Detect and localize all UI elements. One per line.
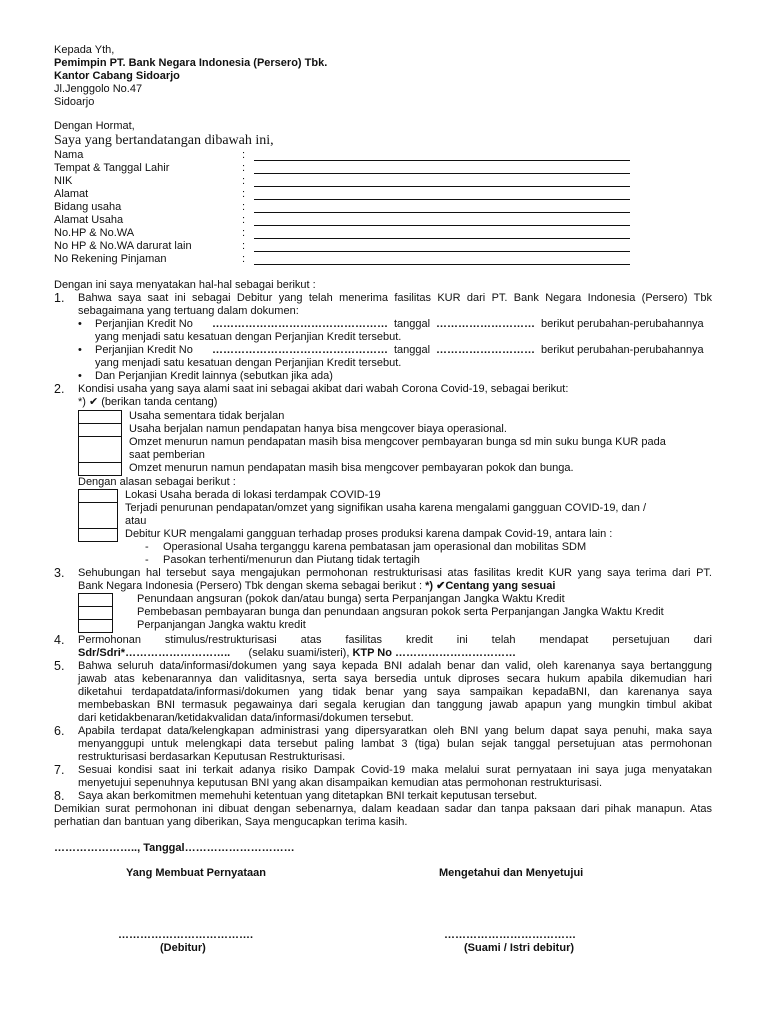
signer-right-role: (Suami / Istri debitur) xyxy=(464,942,575,954)
condition-checkbox[interactable] xyxy=(78,436,122,463)
b3-text: Dan Perjanjian Kredit lainnya (sebutkan jika ada) xyxy=(95,370,333,382)
address-street: Jl.Jenggolo No.47 xyxy=(54,83,143,95)
field-label: Alamat Usaha xyxy=(54,214,124,226)
reason-checkbox[interactable] xyxy=(78,489,118,503)
field-label: NIK xyxy=(54,175,73,187)
item-number: 2. xyxy=(54,382,65,396)
scheme-option: Perpanjangan Jangka waktu kredit xyxy=(137,619,306,631)
condition-option: Omzet menurun namun pendapatan masih bisa mengcover pembayaran pokok dan bunga. xyxy=(129,462,574,474)
item5-line: dari ketidakbenaran/ketidakvalidan data/informasi/dokumen tersebut. xyxy=(78,712,414,724)
item3-line2 xyxy=(78,580,555,593)
field-colon: : xyxy=(242,188,246,200)
greeting: Dengan Hormat, xyxy=(54,120,135,132)
scheme-checkbox[interactable] xyxy=(78,593,113,607)
item4-line1: Permohonan stimulus/restrukturisasi atas fasilitas kredit ini telah mendapat persetujuan dari xyxy=(78,634,712,646)
field-colon: : xyxy=(242,149,246,161)
item3-check-hint: *) ✔Centang yang sesuai xyxy=(425,580,556,592)
signer-left-title: Yang Membuat Pernyataan xyxy=(126,867,266,879)
signer-right-title: Mengetahui dan Menyetujui xyxy=(439,867,584,879)
condition-checkbox[interactable] xyxy=(78,423,122,437)
item6-line: menyanggupi untuk melengkapi data tersebut paling lambat 3 (tiga) bulan sejak tanggal persetujuan atas permohonan xyxy=(78,738,712,750)
field-colon: : xyxy=(242,201,246,213)
b2-dots: ………………………………………… xyxy=(212,344,388,356)
item6-line: restrukturisasi berdasarkan Keputusan Restrukturisasi. xyxy=(78,751,346,763)
signature-left-line: ………………………………. xyxy=(118,929,254,941)
field-label: No Rekening Pinjaman xyxy=(54,253,167,265)
item1-line1: Bahwa saya saat ini sebagai Debitur yang telah menerima fasilitas KUR dari PT. Bank Negara Indonesia (Persero) Tbk xyxy=(78,292,712,304)
condition-option: Usaha sementara tidak berjalan xyxy=(129,410,285,422)
field-colon: : xyxy=(242,162,246,174)
field-label: Bidang usaha xyxy=(54,201,122,213)
item-number: 4. xyxy=(54,633,65,647)
field-colon: : xyxy=(242,227,246,239)
condition-option: saat pemberian xyxy=(129,449,205,461)
bullet-icon: • xyxy=(78,344,82,356)
condition-checkbox[interactable] xyxy=(78,410,122,424)
b1-dots2: ……………………… xyxy=(436,318,535,330)
bullet-icon: • xyxy=(78,318,82,330)
reason-intro: Dengan alasan sebagai berikut : xyxy=(78,476,236,488)
item8-line1: Saya akan berkomitmen memehuhi ketentuan yang ditetapkan BNI terkait keputusan tersebut. xyxy=(78,790,538,802)
scheme-option: Penundaan angsuran (pokok dan/atau bunga) serta Perpanjangan Jangka Waktu Kredit xyxy=(137,593,565,605)
sub-reason: Operasional Usaha terganggu karena pembatasan jam operasional dan mobilitas SDM xyxy=(163,541,587,553)
field-label: Nama xyxy=(54,149,84,161)
b2-dots2: ……………………… xyxy=(436,344,535,356)
field-label: Alamat xyxy=(54,188,89,200)
sdr-blank: Sdr/Sdri*……………………….. xyxy=(78,647,231,659)
item7-line: Sesuai kondisi saat ini terkait adanya risiko Dampak Covid-19 maka melalui surat pernyataan ini saya juga menyatakan xyxy=(78,764,712,776)
reason-option: Debitur KUR mengalami gangguan terhadap proses produksi karena dampak Covid-19, antara lain : xyxy=(125,528,613,540)
field-blank-line[interactable] xyxy=(254,173,630,174)
item5-line: membebaskan BNI termasuk pegawainya dari segala kerugian dan tanggung jawab apapun yang mungkin timbul akibat xyxy=(78,699,712,711)
reason-checkbox[interactable] xyxy=(78,528,118,542)
item-number: 8. xyxy=(54,789,65,803)
address-recipient: Pemimpin PT. Bank Negara Indonesia (Persero) Tbk. xyxy=(54,57,328,69)
item5-line: Bahwa seluruh data/informasi/dokumen yang saya kepada BNI adalah benar dan valid, oleh karenanya saya bertanggung xyxy=(78,660,712,672)
item-number: 6. xyxy=(54,724,65,738)
item4-line2 xyxy=(78,647,516,660)
field-blank-line[interactable] xyxy=(254,212,630,213)
field-colon: : xyxy=(242,240,246,252)
field-label: Tempat & Tanggal Lahir xyxy=(54,162,170,174)
signature-right-line: ……………………………… xyxy=(444,929,576,941)
check-hint: *) ✔ (berikan tanda centang) xyxy=(78,396,218,408)
b2-tanggal: tanggal xyxy=(394,344,431,356)
date-line: ………………….., Tanggal………………………… xyxy=(54,842,295,854)
dash-icon: - xyxy=(145,554,149,566)
item2-line1: Kondisi usaha yang saya alami saat ini sebagai akibat dari wabah Corona Covid-19, sebagai berikut: xyxy=(78,383,569,395)
b1-tail: berikut perubahan-perubahannya xyxy=(541,318,704,330)
item7-line: menyetujui sepenuhnya keputusan BNI yang akan disampaikan kemudian atas permohonan restrukturisasi. xyxy=(78,777,603,789)
field-blank-line[interactable] xyxy=(254,199,630,200)
item-number: 7. xyxy=(54,763,65,777)
item1-line2: sebagaimana yang tertuang dalam dokumen: xyxy=(78,305,299,317)
field-blank-line[interactable] xyxy=(254,225,630,226)
field-colon: : xyxy=(242,253,246,265)
item-number: 5. xyxy=(54,659,65,673)
field-blank-line[interactable] xyxy=(254,160,630,161)
condition-option: Usaha berjalan namun pendapatan hanya bisa mengcover biaya operasional. xyxy=(129,423,507,435)
ktp-blank: KTP No …………………………… xyxy=(352,647,517,659)
b1-dots: ………………………………………… xyxy=(212,318,388,330)
address-city: Sidoarjo xyxy=(54,96,95,108)
item5-line: jawab atas kebenarannya dan validitasnya, serta saya bersedia untuk diproses secara hukum apabila dikemudian hari xyxy=(78,673,712,685)
item4-middle: (selaku suami/isteri), xyxy=(248,647,350,659)
b1-label: Perjanjian Kredit No xyxy=(95,318,193,330)
b1-line2: yang menjadi satu kesatuan dengan Perjanjian Kredit tersebut. xyxy=(95,331,402,343)
field-blank-line[interactable] xyxy=(254,251,630,252)
condition-checkbox[interactable] xyxy=(78,462,122,476)
condition-option: Omzet menurun namun pendapatan masih bisa mengcover pembayaran bunga sd min suku bunga KUR pada xyxy=(129,436,666,448)
item-number: 3. xyxy=(54,566,65,580)
closing-line: perhatian dan bantuan yang diberikan, Saya mengucapkan terima kasih. xyxy=(54,816,408,828)
dash-icon: - xyxy=(145,541,149,553)
bullet-icon: • xyxy=(78,370,82,382)
closing-line: Demikian surat permohonan ini dibuat dengan sebenarnya, dalam keadaan sadar dan tanpa paksaan dari pihak manapun. Atas xyxy=(54,803,712,815)
item3-line1: Sehubungan hal tersebut saya mengajukan permohonan restrukturisasi atas fasilitas kredit KUR yang saya terima dari PT. xyxy=(78,567,712,579)
field-blank-line[interactable] xyxy=(254,264,630,265)
field-label: No.HP & No.WA xyxy=(54,227,135,239)
address-to: Kepada Yth, xyxy=(54,44,115,56)
field-label: No HP & No.WA darurat lain xyxy=(54,240,192,252)
intro-text: Saya yang bertandatangan dibawah ini, xyxy=(54,133,274,148)
b2-label: Perjanjian Kredit No xyxy=(95,344,193,356)
b1-tanggal: tanggal xyxy=(394,318,431,330)
field-colon: : xyxy=(242,214,246,226)
statement-intro: Dengan ini saya menyatakan hal-hal sebagai berikut : xyxy=(54,279,316,291)
reason-checkbox[interactable] xyxy=(78,502,118,529)
reason-option: Lokasi Usaha berada di lokasi terdampak COVID-19 xyxy=(125,489,381,501)
item3-line2-text: Bank Negara Indonesia (Persero) Tbk dengan skema sebagai berikut : xyxy=(78,580,423,592)
item6-line: Apabila terdapat data/kelengkapan administrasi yang dipersyaratkan oleh BNI yang belum dapat saya penuhi, maka saya xyxy=(78,725,712,737)
scheme-checkbox[interactable] xyxy=(78,619,113,633)
address-branch: Kantor Cabang Sidoarjo xyxy=(54,70,180,82)
scheme-option: Pembebasan pembayaran bunga dan penundaan angsuran pokok serta Perpanjangan Jangka Waktu Kredit xyxy=(137,606,664,618)
field-blank-line[interactable] xyxy=(254,238,630,239)
item5-line: diketahui terdapatdata/informasi/dokumen yang tidak benar yang saya sampaikan kepadaBNI, dan karenanya saya xyxy=(78,686,712,698)
sub-reason: Pasokan terhenti/menurun dan Piutang tidak tertagih xyxy=(163,554,420,566)
b2-line2: yang menjadi satu kesatuan dengan Perjanjian Kredit tersebut. xyxy=(95,357,402,369)
b2-tail: berikut perubahan-perubahannya xyxy=(541,344,704,356)
scheme-checkbox[interactable] xyxy=(78,606,113,620)
field-colon: : xyxy=(242,175,246,187)
reason-option: Terjadi penurunan pendapatan/omzet yang signifikan usaha karena mengalami gangguan COVID-19, dan / xyxy=(125,502,647,514)
item-number: 1. xyxy=(54,291,65,305)
signer-left-role: (Debitur) xyxy=(160,942,206,954)
reason-option: atau xyxy=(125,515,147,527)
field-blank-line[interactable] xyxy=(254,186,630,187)
